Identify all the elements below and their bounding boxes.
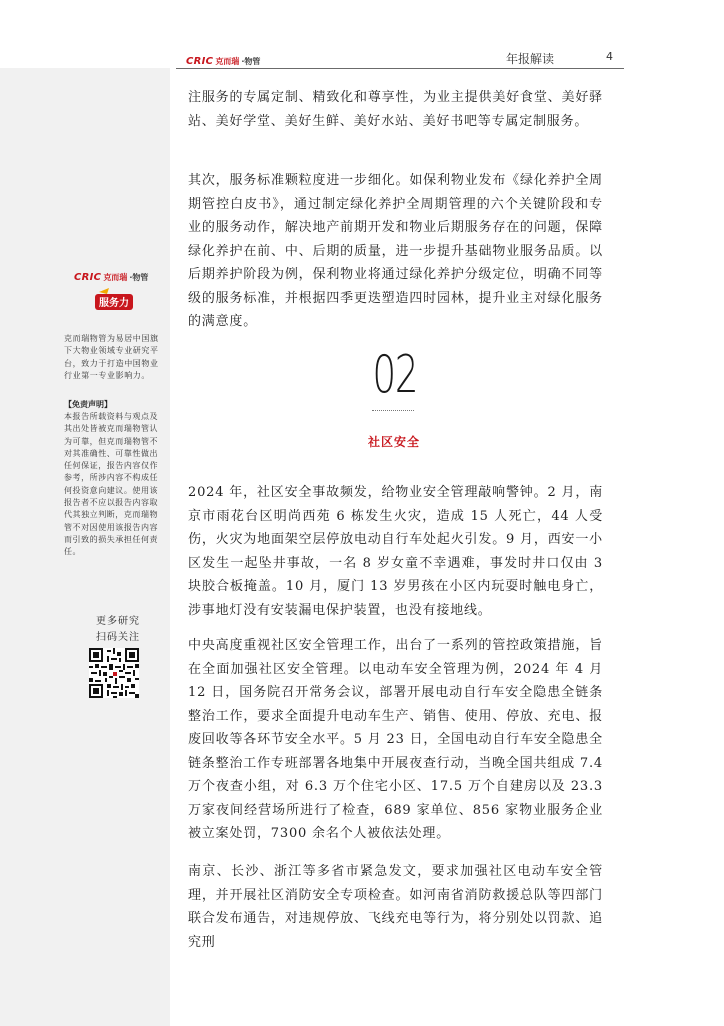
logo-mark: CRIC <box>186 55 214 67</box>
header-divider <box>176 68 624 69</box>
paragraph-continued: 注服务的专属定制、精致化和尊享性，为业主提供美好食堂、美好驿站、美好学堂、美好生鲜、美好水站、美好书吧等专属定制服务。 <box>188 90 603 129</box>
section-title: 社区安全 <box>367 435 420 449</box>
paragraph-safety-incidents: 2024 年，社区安全事故频发，给物业安全管理敲响警钟。2 月，南京市雨花台区明尚西苑 6 栋发生火灾，造成 15 人死亡，44 人受伤，火灾为地面架空层停放电动自行车处起火引发。9 月，西安一小区发生一起坠井事故，一名 8 岁女童不幸遇难，事发时井口仅由 3 块胶合板掩盖。10 月，厦门 13 岁男孩在小区内玩耍时触电身亡，涉事地灯没有安装漏电保护装置，也没有接地线。 <box>188 485 603 618</box>
more-research-line1: 更多研究 <box>96 616 140 627</box>
sidebar-logo <box>74 272 148 283</box>
header-title: 年报解读 <box>506 52 555 66</box>
logo-text: 克而瑞 <box>215 56 240 66</box>
section-number: 02 <box>372 345 418 405</box>
paragraph-policy-measures: 中央高度重视社区安全管理工作，出台了一系列的管控政策措施，旨在全面加强社区安全管理。以电动车安全管理为例，2024 年 4 月 12 日，国务院召开常务会议，部署开展电动自行车安全隐患全链条整治工作，要求全面提升电动车生产、销售、使用、停放、充电、报废回收等各环节安全水平。5 月 23 日，全国电动自行车安全隐患全链条整治工作专班部署各地集中开展夜查行动，当晚全国共组成 7.4 万个夜查小组，对 6.3 万个住宅小区、17.5 万个自建房以及 23.3 万家夜间经营场所进行了检查，689 家单位、856 家物业服务企业被立案处罚，7300 余名个人被依法处理。 <box>188 638 603 841</box>
sidebar-logo-mark: CRIC <box>74 272 102 283</box>
section-number-underline <box>372 410 414 411</box>
more-research-line2: 扫码关注 <box>96 632 140 643</box>
sidebar-intro: 克而瑞物管为易居中国旗下大物业领域专业研究平台，致力于打造中国物业行业第一专业影响力。 <box>64 334 159 381</box>
sidebar-logo-text: 克而瑞 <box>103 273 128 282</box>
paragraph-local-actions: 南京、长沙、浙江等多省市紧急发文，要求加强社区电动车安全管理，并开展社区消防安全专项检查。如河南省消防救援总队等四部门联合发布通告，对违规停放、飞线充电等行为，将分别处以罚款、追究刑 <box>188 864 603 950</box>
qr-code-icon[interactable] <box>89 648 139 698</box>
logo-sub: ·物管 <box>241 56 261 66</box>
paragraph-service-standard: 其次，服务标准颗粒度进一步细化。如保利物业发布《绿化养护全周期管控白皮书》，通过制定绿化养护全周期管理的六个关键阶段和专业的服务动作，解决地产前期开发和物业后期服务存在的问题，保障绿化养护在前、中、后期的质量，进一步提升基础物业服务品质。以后期养护阶段为例，保利物业将通过绿化养护分级定位，明确不同等级的服务标准，并根据四季更迭塑造四时园林，提升业主对绿化服务的满意度。 <box>188 173 603 329</box>
header-logo <box>186 55 260 67</box>
badge-text: 服务力 <box>99 298 129 309</box>
sidebar-logo-sub: ·物管 <box>129 273 149 282</box>
disclaimer-title: 【免责声明】 <box>64 400 112 409</box>
page-number: 4 <box>606 50 613 63</box>
more-research <box>90 614 146 646</box>
disclaimer-text: 本报告所载资料与观点及其出处皆被克而瑞物管认为可靠，但克而瑞物管不对其准确性、可靠性做出任何保证，报告内容仅作参考，所涉内容不构成任何投资意向建议。使用该报告者不应以报告内容取代其独立判断，克而瑞物管不对因使用该报告内容而引致的损失承担任何责任。 <box>64 412 159 557</box>
service-power-badge-icon <box>93 286 135 316</box>
